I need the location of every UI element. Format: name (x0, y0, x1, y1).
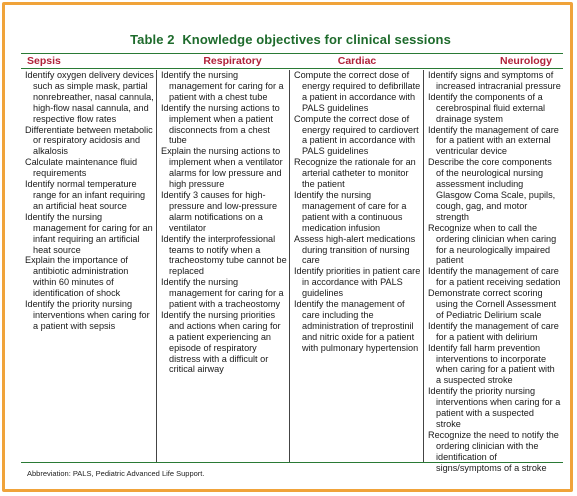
list-item: Compute the correct dose of energy required to defibrillate a patient in accordance with PALS guidelines (294, 70, 421, 113)
list-item: Recognize when to call the ordering clinician when caring for a neurologically impaired patient (428, 222, 557, 266)
list-item: Recognize the need to notify the ordering clinician with the identification of signs/symptoms of a stroke (428, 429, 559, 473)
table-header (21, 53, 563, 69)
list-item: Identify the nursing priorities and actions when caring for a patient experiencing an episode of respiratory distress with a difficult or critical airway (161, 309, 281, 375)
column-respiratory (157, 70, 290, 462)
list-item: Identify the priority nursing interventions when caring for a patient with a suspected stroke (428, 386, 561, 429)
table-frame (2, 2, 573, 492)
list-item: Calculate maintenance fluid requirements (25, 157, 138, 179)
list-item: Differentiate between metabolic or respiratory acidosis and alkalosis (25, 124, 153, 157)
column-neurology (424, 70, 563, 473)
list-item: Identify the nursing management for caring for a patient with a chest tube (161, 70, 284, 102)
column-header-sepsis: Sepsis (27, 55, 61, 67)
table-title (5, 32, 576, 47)
column-cardiac (290, 70, 424, 462)
list-item: Identify the management of care for a patient receiving sedation (428, 266, 561, 288)
list-item: Identify fall harm prevention interventions to incorporate when caring for a patient with a suspected stroke (428, 342, 555, 386)
list-item: Compute the correct dose of energy required to cardiovert a patient in accordance with PALS guidelines (294, 113, 419, 157)
table-footnote: Abbreviation: PALS, Pediatric Advanced Life Support. (27, 469, 205, 478)
column-sepsis (21, 70, 157, 462)
table-number: Table 2 (130, 32, 175, 47)
list-item: Identify the nursing management of care for a patient with a continuous medication infusion (294, 189, 407, 233)
list-item: Explain the importance of antibiotic administration within 60 minutes of identification of shock (25, 255, 129, 299)
table-caption: Knowledge objectives for clinical sessions (182, 32, 451, 47)
list-item: Identify the management of care including the administration of treprostinil and nitric oxide for a patient with pulmonary hypertension (294, 299, 419, 353)
list-item: Recognize the rationale for an arterial catheter to monitor the patient (294, 157, 416, 190)
list-item: Assess high-alert medications during transition of nursing care (294, 233, 416, 266)
list-item: Identify priorities in patient care in accordance with PALS guidelines (294, 266, 421, 299)
table-body (21, 70, 563, 473)
list-item: Identify normal temperature range for an infant requiring an artificial heat source (25, 179, 146, 211)
list-item: Identify the priority nursing interventions when caring for a patient with sepsis (25, 299, 150, 331)
list-item: Identify the nursing management for caring for a patient with a tracheostomy (161, 277, 284, 310)
list-item: Explain the nursing actions to implement when a ventilator alarms for low pressure and high pressure (161, 146, 283, 190)
list-item: Demonstrate correct scoring using the Cornell Assessment of Pediatric Delirium scale (428, 288, 557, 320)
list-item: Identify oxygen delivery devices such as simple mask, partial nonrebreather, nasal cannula, high-flow nasal cannula, and respective flow rates (25, 70, 154, 124)
list-item: Identify the management of care for a patient with an external ventricular device (428, 124, 559, 157)
list-item: Identify the nursing actions to implement when a patient disconnects from a chest tube (161, 102, 280, 146)
list-item: Identify 3 causes for high-pressure and low-pressure alarm notifications on a ventilator (161, 189, 278, 233)
column-header-neurology: Neurology (500, 55, 552, 67)
list-item: Describe the core components of the neurological nursing assessment including Glasgow Coma Scale, pupils, cough, gag, and motor strength (428, 157, 556, 222)
column-header-respiratory: Respiratory (203, 55, 262, 67)
list-item: Identify the components of a cerebrospinal fluid external drainage system (428, 91, 546, 124)
list-item: Identify the nursing management for caring for an infant requiring an artificial heat source (25, 211, 153, 255)
list-item: Identify the management of care for a patient with delirium (428, 320, 559, 342)
list-item: Identify the interprofessional teams to notify when a tracheostomy tube cannot be replaced (161, 233, 287, 277)
list-item: Identify signs and symptoms of increased intracranial pressure (428, 70, 561, 91)
column-header-cardiac: Cardiac (337, 55, 377, 67)
